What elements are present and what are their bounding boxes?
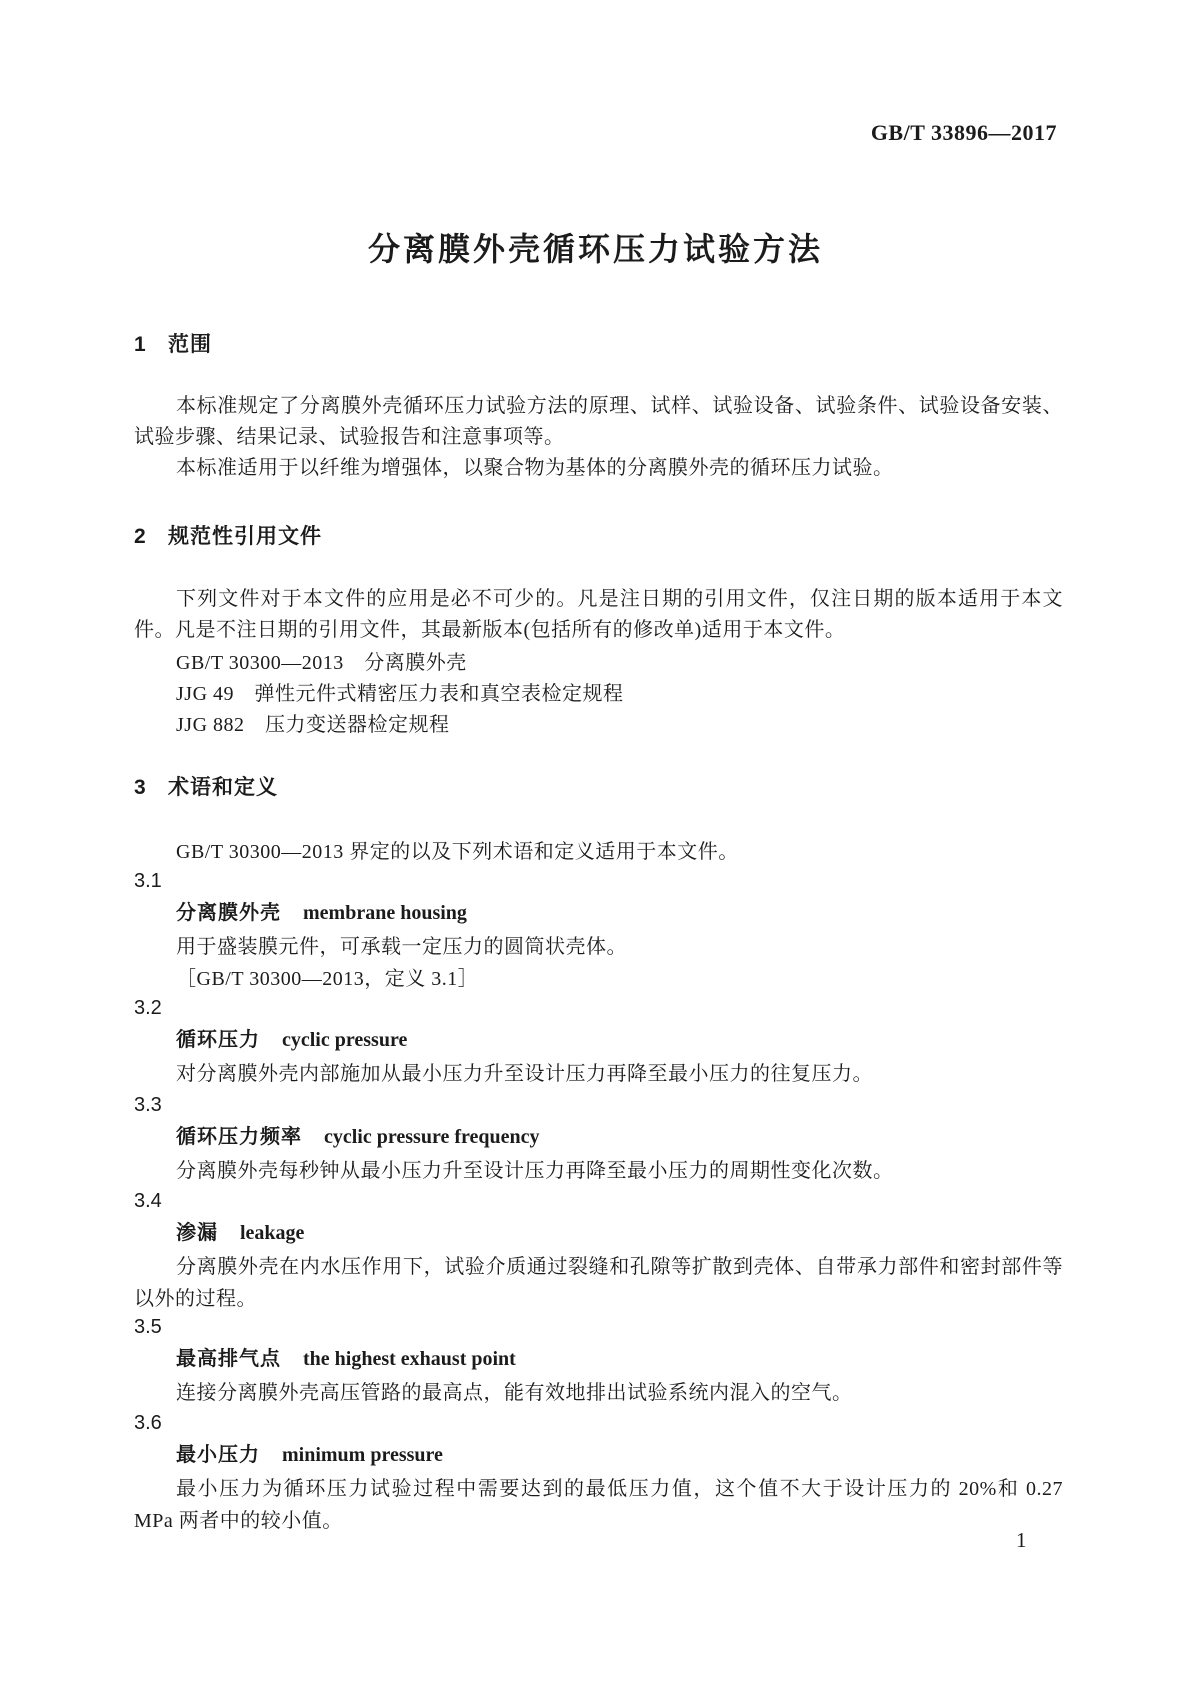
term-number: 3.3	[134, 1094, 162, 1116]
section-title: 规范性引用文件	[168, 525, 322, 548]
section-2-heading	[134, 521, 1057, 552]
term-english: minimum pressure	[282, 1444, 443, 1466]
term-definition: 分离膜外壳每秒钟从最小压力升至设计压力再降至最小压力的周期性变化次数。	[176, 1160, 894, 1182]
term-heading	[134, 1217, 1063, 1251]
term-number: 3.4	[134, 1190, 162, 1212]
term-3-5	[134, 1311, 1063, 1409]
term-chinese: 循环压力频率	[176, 1126, 302, 1148]
term-number: 3.6	[134, 1412, 162, 1434]
term-english: membrane housing	[303, 902, 467, 924]
term-heading	[134, 1439, 1063, 1473]
section-1-heading	[134, 329, 1057, 360]
section-title: 范围	[168, 333, 212, 356]
term-number: 3.5	[134, 1316, 162, 1338]
term-3-6	[134, 1407, 1063, 1537]
term-definition: 最小压力为循环压力试验过程中需要达到的最低压力值，这个值不大于设计压力的 20%和 0.27 MPa 两者中的较小值。	[134, 1478, 1063, 1532]
term-3-4	[134, 1185, 1063, 1315]
page-number: 1	[1016, 1528, 1027, 1552]
term-chinese: 渗漏	[176, 1222, 218, 1244]
section-1-paragraph-2: 本标准适用于以纤维为增强体，以聚合物为基体的分离膜外壳的循环压力试验。	[176, 457, 894, 479]
term-heading	[134, 1024, 1063, 1058]
document-title: 分离膜外壳循环压力试验方法	[367, 231, 823, 267]
term-number: 3.1	[134, 870, 162, 892]
section-number: 1	[134, 333, 146, 356]
section-2-paragraph-1: 下列文件对于本文件的应用是必不可少的。凡是注日期的引用文件，仅注日期的版本适用于本文件。凡是不注日期的引用文件，其最新版本(包括所有的修改单)适用于本文件。	[134, 588, 1063, 641]
standard-code: GB/T 33896—2017	[870, 120, 1057, 145]
section-title: 术语和定义	[168, 776, 278, 799]
term-chinese: 分离膜外壳	[176, 902, 281, 924]
term-3-3	[134, 1089, 1063, 1187]
term-number: 3.2	[134, 997, 162, 1019]
term-english: leakage	[240, 1222, 305, 1244]
reference-item: JJG 882 压力变送器检定规程	[176, 714, 450, 736]
section-number: 2	[134, 525, 146, 548]
term-english: cyclic pressure frequency	[324, 1126, 540, 1148]
term-chinese: 最高排气点	[176, 1348, 281, 1370]
term-chinese: 最小压力	[176, 1444, 260, 1466]
term-heading	[134, 1121, 1063, 1155]
section-3-intro: GB/T 30300—2013 界定的以及下列术语和定义适用于本文件。	[176, 841, 739, 863]
section-number: 3	[134, 776, 146, 799]
term-heading	[134, 897, 1063, 931]
section-1-paragraph-1: 本标准规定了分离膜外壳循环压力试验方法的原理、试样、试验设备、试验条件、试验设备安装、试验步骤、结果记录、试验报告和注意事项等。	[134, 395, 1063, 448]
term-english: the highest exhaust point	[303, 1348, 516, 1370]
term-definition: 用于盛装膜元件，可承载一定压力的圆筒状壳体。	[176, 936, 627, 958]
term-3-1	[134, 865, 1063, 995]
reference-item: JJG 49 弹性元件式精密压力表和真空表检定规程	[176, 683, 624, 705]
term-source: ［GB/T 30300—2013，定义 3.1］	[176, 968, 479, 990]
term-chinese: 循环压力	[176, 1029, 260, 1051]
term-3-2	[134, 992, 1063, 1090]
term-definition: 分离膜外壳在内水压作用下，试验介质通过裂缝和孔隙等扩散到壳体、自带承力部件和密封部件等以外的过程。	[134, 1256, 1063, 1310]
normative-references-list	[134, 648, 1063, 741]
reference-item: GB/T 30300—2013 分离膜外壳	[176, 652, 467, 674]
term-heading	[134, 1343, 1063, 1377]
term-english: cyclic pressure	[282, 1029, 408, 1051]
section-3-heading	[134, 772, 1057, 803]
term-definition: 连接分离膜外壳高压管路的最高点，能有效地排出试验系统内混入的空气。	[176, 1382, 853, 1404]
term-definition: 对分离膜外壳内部施加从最小压力升至设计压力再降至最小压力的往复压力。	[176, 1063, 873, 1085]
